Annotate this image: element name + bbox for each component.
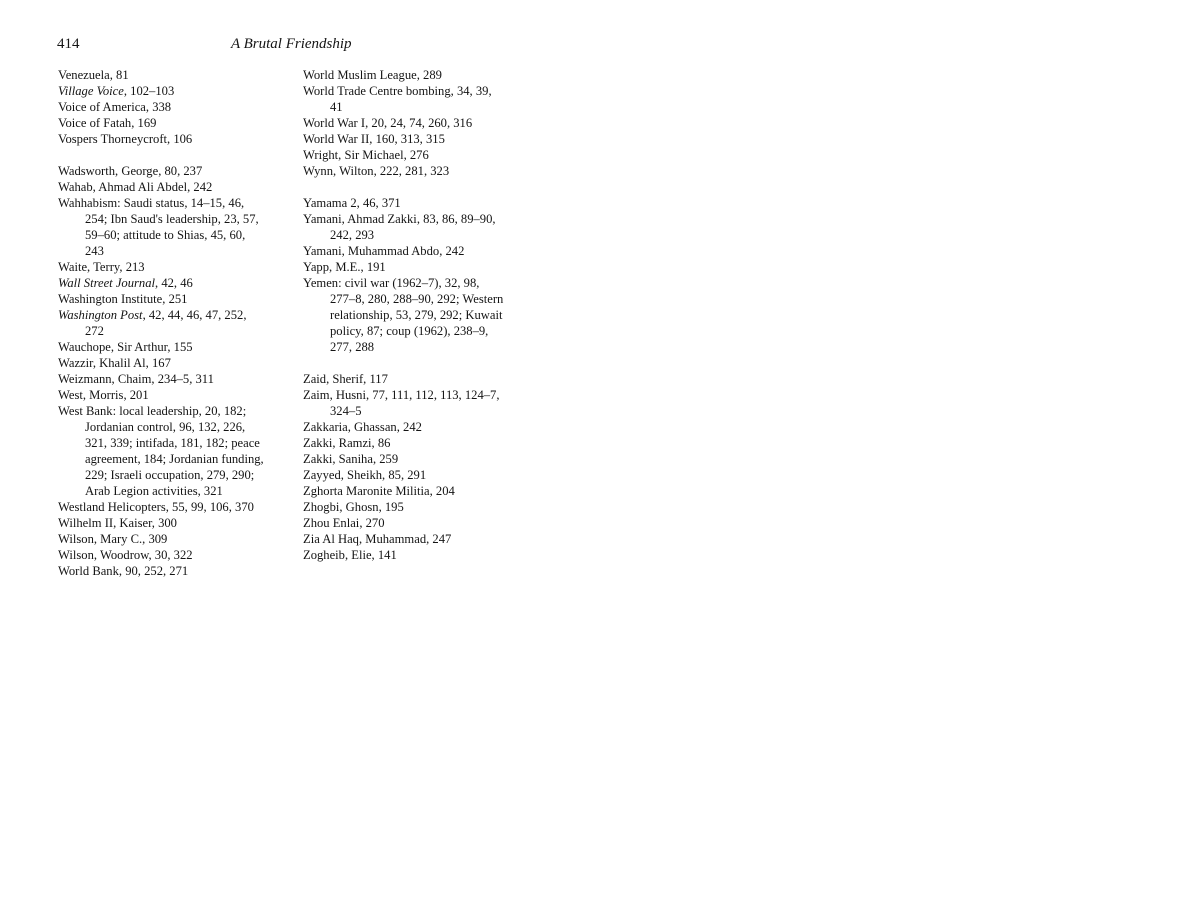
index-entry-pages: , 102–103 [123, 84, 175, 98]
index-entry-heading: Wilson, Mary C. [58, 532, 143, 546]
index-entry-pages: , 83, 86, 89–90, [416, 212, 496, 226]
index-entry [303, 115, 543, 131]
index-entry-pages: , 155 [167, 340, 193, 354]
index-entry-heading: Zayyed, Sheikh [303, 468, 383, 482]
index-entry-pages: : local leadership, 20, 182; [112, 404, 247, 418]
index-entry-pages: , 141 [371, 548, 397, 562]
index-entry-pages: , 77, 111, 112, 113, 124–7, [365, 388, 500, 402]
index-entry [58, 163, 298, 179]
index-entry-heading: Wadsworth, George [58, 164, 159, 178]
index-entry-heading: Wahhabism [58, 196, 118, 210]
index-entry-heading: Venezuela [58, 68, 110, 82]
index-entry-continuation: 242, 293 [330, 228, 375, 242]
index-entry-pages: , 42, 46 [155, 276, 193, 290]
index-entry [58, 515, 298, 531]
index-entry [58, 371, 298, 387]
index-entry-pages: , 270 [359, 516, 385, 530]
index-entry [303, 531, 543, 547]
index-entry-pages: , 195 [378, 500, 404, 514]
index-entry [303, 195, 543, 211]
index-entry [303, 371, 543, 387]
index-entry-heading: Voice of Fatah [58, 116, 132, 130]
index-entry [303, 451, 543, 467]
index-entry [303, 499, 543, 515]
index-entry-heading: Zogheib, Elie [303, 548, 372, 562]
index-entry [58, 115, 298, 131]
index-entry [303, 547, 543, 563]
index-entry-continuation: 272 [85, 324, 104, 338]
index-entry [58, 99, 298, 115]
index-entry-pages: , 169 [131, 116, 157, 130]
index-entry-continuation: relationship, 53, 279, 292; Kuwait [330, 308, 503, 322]
index-entry [58, 355, 298, 371]
index-entry-heading: Wright, Sir Michael [303, 148, 404, 162]
index-entry-heading: West, Morris [58, 388, 124, 402]
index-entry [303, 211, 543, 243]
index-entry [58, 547, 298, 563]
index-entry-pages: , 251 [162, 292, 188, 306]
index-entry-continuation: 229; Israeli occupation, 279, 290; [85, 468, 255, 482]
index-entry [58, 275, 298, 291]
index-entry [303, 483, 543, 499]
index-column-left [58, 67, 298, 579]
index-entry-pages: : civil war (1962–7), 32, 98, [338, 276, 480, 290]
index-entry-pages: , 46, 371 [356, 196, 401, 210]
index-entry-pages: , 117 [363, 372, 388, 386]
index-entry-heading: Zaid, Sherif [303, 372, 364, 386]
index-entry [303, 259, 543, 275]
index-entry-continuation: 41 [330, 100, 343, 114]
index-entry-heading: Zakki, Ramzi [303, 436, 372, 450]
index-entry [58, 403, 298, 499]
index-entry-heading: Yamama 2 [303, 196, 357, 210]
index-entry [58, 83, 298, 99]
index-entry-pages: , 160, 313, 315 [369, 132, 445, 146]
index-entry-pages: , 234–5, 311 [151, 372, 214, 386]
index-entry [58, 131, 298, 147]
index-entry-heading: Wazzir, Khalil Al [58, 356, 146, 370]
index-entry-pages: , 289 [416, 68, 442, 82]
index-entry-pages: , 222, 281, 323 [373, 164, 450, 178]
index-entry-heading: Weizmann, Chaim [58, 372, 152, 386]
index-entry-pages: , 90, 252, 271 [118, 564, 189, 578]
index-entry [58, 179, 298, 195]
index-entry-pages: , 34, 39, [450, 84, 492, 98]
index-entry-heading: Yapp, M.E. [303, 260, 361, 274]
index-entry-heading: World Trade Centre bombing [303, 84, 451, 98]
index-entry-pages: , 85, 291 [382, 468, 427, 482]
index-entry-heading: Yemen [303, 276, 339, 290]
index-entry-continuation: 59–60; attitude to Shias, 45, 60, [85, 228, 246, 242]
index-entry-heading: Village Voice [58, 84, 124, 98]
index-entry-continuation: 321, 339; intifada, 181, 182; peace [85, 436, 260, 450]
index-entry-heading: Westland Helicopters [58, 500, 166, 514]
index-entry [303, 467, 543, 483]
index-entry-pages: , 247 [426, 532, 452, 546]
index-entry-continuation: 254; Ibn Saud's leadership, 23, 57, [85, 212, 259, 226]
index-entry-pages: , 276 [403, 148, 429, 162]
index-entry [58, 67, 298, 83]
index-entry-pages: , 20, 24, 74, 260, 316 [365, 116, 473, 130]
index-entry-heading: Zghorta Maronite Militia [303, 484, 430, 498]
index-entry-heading: Yamani, Muhammad Abdo [303, 244, 440, 258]
index-entry-pages: , 81 [109, 68, 129, 82]
index-entry [303, 83, 543, 115]
index-entry [303, 419, 543, 435]
index-entry-heading: Wynn, Wilton [303, 164, 374, 178]
index-entry-heading: Wauchope, Sir Arthur [58, 340, 168, 354]
index-entry-pages: , 242 [439, 244, 465, 258]
index-entry [303, 243, 543, 259]
index-entry-pages: , 338 [145, 100, 172, 114]
index-entry-heading: Zaim, Husni [303, 388, 366, 402]
index-entry-heading: Vospers Thorneycroft [58, 132, 168, 146]
index-entry-heading: World Bank [58, 564, 119, 578]
index-entry-pages: : Saudi status, 14–15, 46, [117, 196, 245, 210]
index-entry-continuation: agreement, 184; Jordanian funding, [85, 452, 264, 466]
index-entry [303, 387, 543, 419]
index-entry-continuation: 324–5 [330, 404, 362, 418]
index-entry-continuation: 243 [85, 244, 104, 258]
index-entry [58, 387, 298, 403]
index-entry-continuation: 277, 288 [330, 340, 375, 354]
index-entry-pages: , 309 [142, 532, 168, 546]
index-entry-heading: Zhogbi, Ghosn [303, 500, 379, 514]
index-entry-heading: Zakkaria, Ghassan [303, 420, 397, 434]
index-entry [58, 259, 298, 275]
index-entry [58, 195, 298, 259]
letter-section-gap [303, 179, 543, 195]
index-entry-heading: Zhou Enlai [303, 516, 360, 530]
index-entry-pages: , 30, 322 [148, 548, 193, 562]
index-entry-heading: Waite, Terry [58, 260, 120, 274]
index-entry-pages: , 259 [372, 452, 399, 466]
index-entry-heading: World War II [303, 132, 370, 146]
running-title: A Brutal Friendship [231, 36, 352, 52]
index-entry-pages: , 204 [429, 484, 455, 498]
index-entry-pages: , 213 [119, 260, 145, 274]
index-entry-heading: World War I [303, 116, 366, 130]
index-entry [58, 531, 298, 547]
letter-section-gap [58, 147, 298, 163]
index-entry-heading: Zia Al Haq, Muhammad [303, 532, 427, 546]
index-entry [303, 163, 543, 179]
index-entry-continuation: policy, 87; coup (1962), 238–9, [330, 324, 489, 338]
index-entry [303, 67, 543, 83]
index-entry-pages: , 55, 99, 106, 370 [165, 500, 254, 514]
index-entry-heading: West Bank [58, 404, 113, 418]
index-entry-pages: , 86 [371, 436, 391, 450]
index-entry-pages: , 167 [145, 356, 171, 370]
index-entry-pages: , 106 [167, 132, 193, 146]
index-entry-heading: Wahab, Ahmad Ali Abdel [58, 180, 188, 194]
index-entry [58, 291, 298, 307]
index-column-right [303, 67, 543, 563]
index-entry-heading: Wall Street Journal [58, 276, 156, 290]
index-entry [58, 563, 298, 579]
index-entry-heading: World Muslim League [303, 68, 417, 82]
index-entry [303, 131, 543, 147]
index-entry [303, 147, 543, 163]
index-entry-heading: Zakki, Saniha [303, 452, 373, 466]
index-entry-heading: Washington Post [58, 308, 143, 322]
index-entry [58, 499, 298, 515]
index-entry-pages: , 201 [123, 388, 149, 402]
index-entry-continuation: 277–8, 280, 288–90, 292; Western [330, 292, 504, 306]
index-entry-heading: Voice of America [58, 100, 146, 114]
index-entry-heading: Wilhelm II, Kaiser [58, 516, 152, 530]
index-entry-heading: Washington Institute [58, 292, 163, 306]
index-entry-pages: , 42, 44, 46, 47, 252, [142, 308, 247, 322]
index-entry [58, 307, 298, 339]
letter-section-gap [303, 355, 543, 371]
index-entry-pages: , 300 [151, 516, 177, 530]
index-entry-continuation: Arab Legion activities, 321 [85, 484, 223, 498]
index-entry-pages: , 191 [360, 260, 386, 274]
index-entry-heading: Wilson, Woodrow [58, 548, 149, 562]
index-entry-pages: , 242 [187, 180, 213, 194]
index-entry-continuation: Jordanian control, 96, 132, 226, [85, 420, 246, 434]
index-entry [303, 435, 543, 451]
index-entry-pages: , 80, 237 [158, 164, 203, 178]
index-entry-pages: , 242 [396, 420, 422, 434]
index-entry [303, 515, 543, 531]
page-number: 414 [57, 36, 80, 52]
index-entry-heading: Yamani, Ahmad Zakki [303, 212, 417, 226]
index-entry [58, 339, 298, 355]
index-entry [303, 275, 543, 355]
